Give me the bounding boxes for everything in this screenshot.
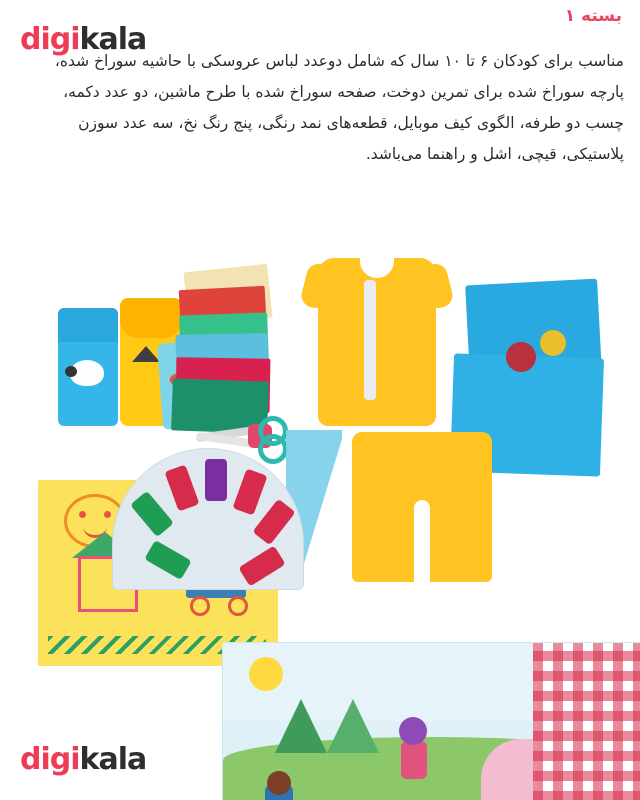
dress-sleeve-left — [299, 262, 335, 311]
thread-spool-wheel — [112, 448, 304, 590]
pants-leg-gap — [414, 500, 430, 582]
description-text: مناسب برای کودکان ۶ تا ۱۰ سال که شامل دوعدد لباس عروسکی با حاشیه سوراخ شده، پارچه سوراخ شده برای تمرین دوخت، صفحه سوراخ شده با طرح ماشین، دو عدد دکمه، چسب دو طرفه، الگوی کیف موبایل، قطعه‌های نمد رنگی، پنج رنگ نخ، سه عدد سوزن پلاستیکی، قیچی، اشل و راهنما می‌باشد. — [54, 52, 624, 163]
face-eye — [79, 511, 86, 518]
thread-spool — [232, 469, 267, 516]
dress-sleeve-right — [419, 262, 455, 311]
thread-spool — [252, 499, 295, 546]
watermark-bottom-part1: digi — [20, 742, 80, 777]
phone-case-flap — [58, 308, 118, 342]
boy-figure-head — [267, 771, 291, 795]
thread-spool — [238, 546, 285, 587]
scenic-play-mat — [222, 642, 640, 800]
yellow-button — [540, 330, 566, 356]
wallet-flap — [120, 298, 182, 338]
bird-motif-icon — [132, 346, 160, 362]
tree-icon — [275, 699, 327, 753]
watermark-bottom-part2: kala — [79, 742, 147, 777]
page-title: بسته ۱ — [564, 6, 622, 26]
red-button — [506, 342, 536, 372]
face-eye — [104, 511, 111, 518]
scissors-ring — [258, 434, 288, 464]
watermark-top-part1: digi — [20, 22, 80, 57]
girl-figure-body — [401, 741, 427, 779]
checkered-fabric — [533, 643, 640, 800]
dress-neckline — [360, 258, 394, 278]
digikala-watermark-bottom — [20, 742, 146, 777]
tree-icon — [327, 699, 379, 753]
watermark-top-part2: kala — [79, 22, 147, 57]
dress-stripe — [364, 280, 376, 400]
doll-dress-top — [318, 258, 436, 426]
thread-spool — [130, 491, 174, 537]
doll-pants — [352, 432, 492, 582]
sheep-motif-icon — [70, 360, 104, 386]
thread-spool — [205, 459, 227, 501]
thread-spool — [164, 465, 199, 512]
blue-phone-case — [58, 308, 118, 426]
car-wheel-icon — [190, 596, 210, 616]
product-photo — [0, 230, 640, 800]
car-wheel-icon — [228, 596, 248, 616]
sun-icon — [249, 657, 283, 691]
thread-spool — [144, 540, 191, 580]
girl-figure-head — [399, 717, 427, 745]
